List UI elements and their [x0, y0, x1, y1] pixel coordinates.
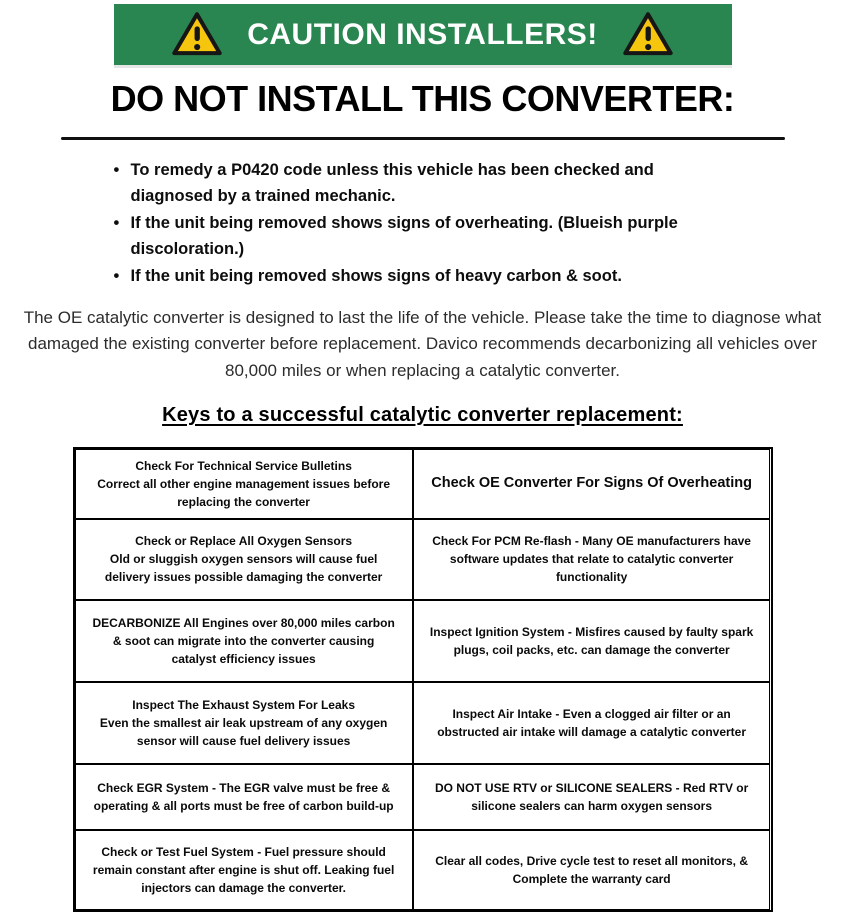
bullet-item: • To remedy a P0420 code unless this vehicle has been checked and diagnosed by a trained mechanic. — [112, 158, 734, 209]
caution-banner — [114, 4, 732, 65]
cell-body: DECARBONIZE All Engines over 80,000 miles carbon & soot can migrate into the converter causing catalyst efficiency issues — [92, 615, 395, 666]
bullet-item: • If the unit being removed shows signs of overheating. (Blueish purple discoloration.) — [112, 211, 734, 262]
cell-body: Inspect Air Intake - Even a clogged air filter or an obstructed air intake will damage a catalytic converter — [437, 706, 747, 739]
cell-title: Check or Replace All Oxygen Sensors — [135, 534, 353, 549]
warning-heading: DO NOT INSTALL THIS CONVERTER: — [110, 78, 735, 119]
cell-title: Check For Technical Service Bulletins — [135, 458, 352, 473]
table-cell-exhaust-leaks — [75, 682, 413, 764]
cell-body: Check OE Converter For Signs Of Overheating — [431, 474, 752, 491]
warning-bullet-list — [112, 158, 734, 290]
table-cell-air-intake — [413, 682, 771, 764]
table-cell-oxygen-sensors — [75, 519, 413, 600]
table-cell-decarbonize — [75, 600, 413, 682]
cell-body: Old or sluggish oxygen sensors will cause fuel delivery issues possible damaging the converter — [104, 552, 383, 585]
cell-body: DO NOT USE RTV or SILICONE SEALERS - Red RTV or silicone sealers can harm oxygen sensors — [434, 780, 749, 813]
table-cell-pcm-reflash — [413, 519, 771, 600]
cell-body: Inspect Ignition System - Misfires caused by faulty spark plugs, coil packs, etc. can damage the converter — [429, 624, 754, 657]
cell-body: Correct all other engine management issues before replacing the converter — [97, 476, 390, 509]
banner-title: CAUTION INSTALLERS! — [247, 17, 598, 51]
table-cell-overheating — [413, 449, 771, 519]
warning-triangle-icon — [171, 11, 223, 58]
table-cell-rtv-sealers — [413, 764, 771, 830]
cell-body: Check EGR System - The EGR valve must be free & operating & all ports must be free of carbon build-up — [93, 780, 394, 813]
warning-triangle-icon — [622, 11, 674, 58]
table-cell-egr-system — [75, 764, 413, 830]
cell-body: Check or Test Fuel System - Fuel pressure should remain constant after engine is shut off. Leaking fuel injectors can damage the converter. — [92, 844, 395, 895]
cell-body: Even the smallest air leak upstream of any oxygen sensor will cause fuel delivery issues — [99, 715, 388, 748]
cell-body: Check For PCM Re-flash - Many OE manufacturers have software updates that relate to catalytic converter functionality — [432, 534, 751, 585]
table-cell-ignition-system — [413, 600, 771, 682]
bullet-item: • If the unit being removed shows signs of heavy carbon & soot. — [112, 264, 734, 290]
table-cell-tsb — [75, 449, 413, 519]
cell-body: Clear all codes, Drive cycle test to reset all monitors, & Complete the warranty card — [435, 853, 749, 886]
cell-title: Inspect The Exhaust System For Leaks — [132, 697, 355, 712]
table-cell-fuel-system — [75, 830, 413, 910]
keys-heading: Keys to a successful catalytic converter replacement: — [162, 403, 683, 426]
keys-table — [73, 447, 773, 912]
table-cell-clear-codes — [413, 830, 771, 910]
divider-line — [61, 137, 785, 140]
intro-paragraph: The OE catalytic converter is designed to last the life of the vehicle. Please take the time to diagnose what damaged the existing converter before replacement. Davico recommends decarbonizing all vehicles over 80,000 miles or when replacing a catalytic converter. — [23, 307, 822, 380]
